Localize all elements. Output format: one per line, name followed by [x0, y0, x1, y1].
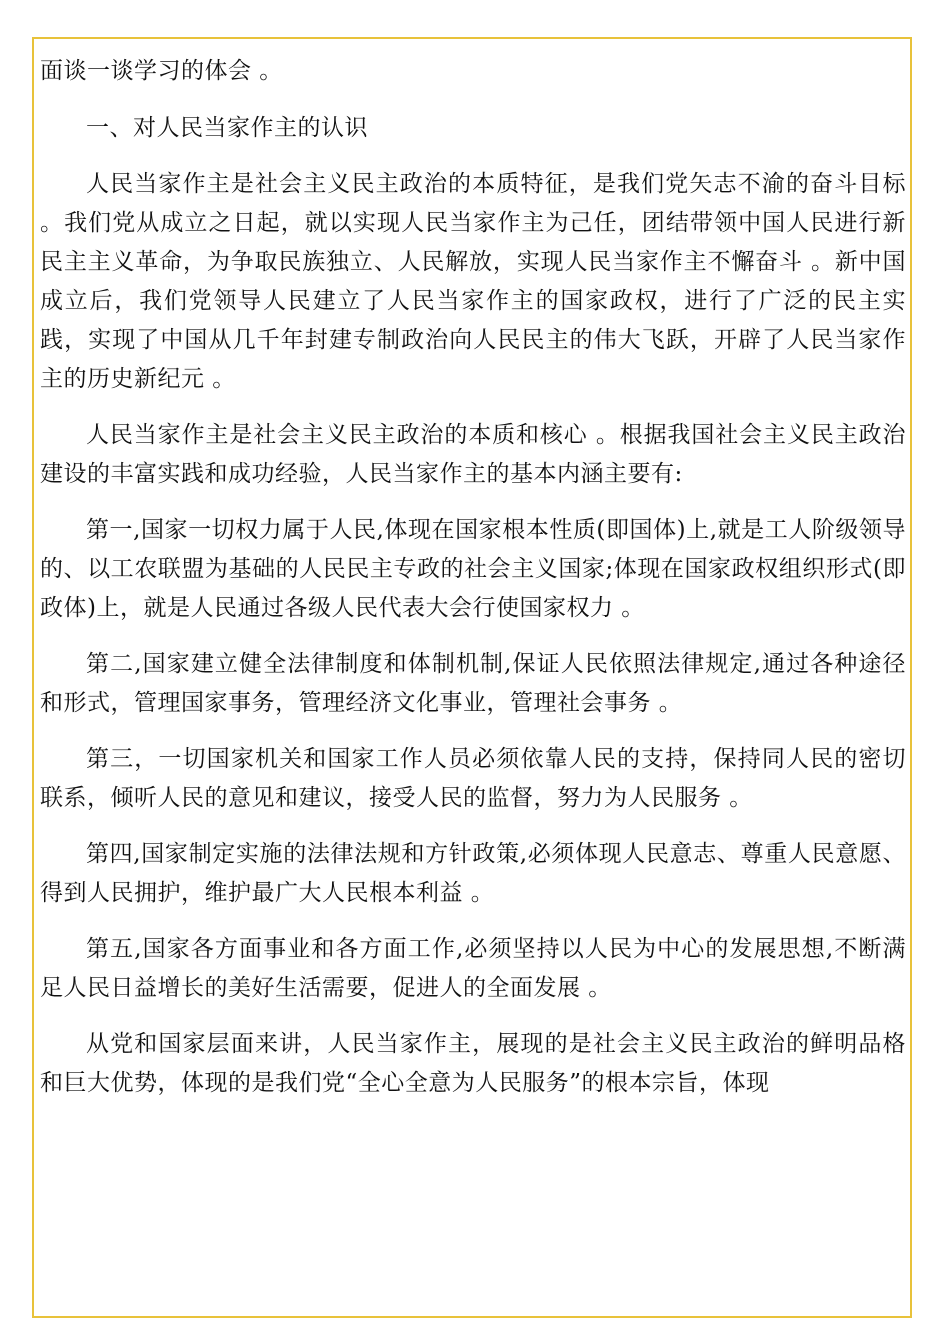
paragraph: 第二,国家建立健全法律制度和体制机制,保证人民依照法律规定,通过各种途径和形式，管理国家事务，管理经济文化事业，管理社会事务 。	[40, 651, 906, 716]
paragraph: 第三，一切国家机关和国家工作人员必须依靠人民的支持，保持同人民的密切联系，倾听人民的意见和建议，接受人民的监督，努力为人民服务 。	[40, 746, 906, 811]
paragraph: 第四,国家制定实施的法律法规和方针政策,必须体现人民意志、尊重人民意愿、得到人民拥护，维护最广大人民根本利益 。	[40, 841, 906, 906]
paragraph: 人民当家作主是社会主义民主政治的本质特征，是我们党矢志不渝的奋斗目标 。我们党从成立之日起，就以实现人民当家作主为己任，团结带领中国人民进行新民主主义革命，为争取民族独立、人民解放，实现人民当家作主不懈奋斗 。新中国成立后，我们党领导人民建立了人民当家作主的国家政权，进行了广泛的民主实践，实现了中国从几千年封建专制政治向人民民主的伟大飞跃，开辟了人民当家作主的历史新纪元 。	[40, 171, 906, 392]
paragraph: 第一,国家一切权力属于人民,体现在国家根本性质(即国体)上,就是工人阶级领导的、以工农联盟为基础的人民民主专政的社会主义国家;体现在国家政权组织形式(即政体)上，就是人民通过各级人民代表大会行使国家权力 。	[40, 517, 906, 621]
section-heading: 一、对人民当家作主的认识	[86, 115, 368, 141]
paragraph: 第五,国家各方面事业和各方面工作,必须坚持以人民为中心的发展思想,不断满足人民日益增长的美好生活需要，促进人的全面发展 。	[40, 936, 906, 1001]
paragraph: 人民当家作主是社会主义民主政治的本质和核心 。根据我国社会主义民主政治建设的丰富实践和成功经验，人民当家作主的基本内涵主要有:	[40, 422, 906, 487]
document-body	[40, 52, 906, 1103]
paragraph-continuation: 面谈一谈学习的体会 。	[40, 58, 283, 84]
paragraph: 从党和国家层面来讲，人民当家作主，展现的是社会主义民主政治的鲜明品格和巨大优势，体现的是我们党“全心全意为人民服务”的根本宗旨，体现	[40, 1031, 906, 1096]
